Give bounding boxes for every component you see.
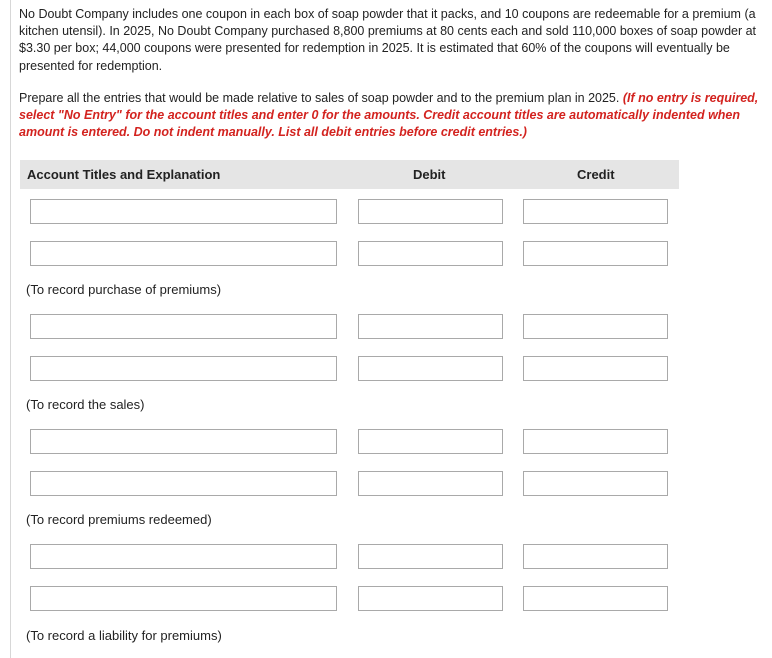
account-title-input[interactable] <box>30 241 337 266</box>
entry-explanation: (To record a liability for premiums) <box>26 628 222 643</box>
account-title-input[interactable] <box>30 471 337 496</box>
debit-amount-input[interactable] <box>358 356 503 381</box>
problem-text: No Doubt Company includes one coupon in each box of soap powder that it packs, and 10 coupons are redeemable for a premium (a kitchen utensil). In 2025, No Doubt Company purchased 8,800 premiums at 80 cents each and sold 110,000 boxes of soap powder at $3.30 per box; 44,000 coupons were presented for redemption in 2025. It is estimated that 60% of the coupons will eventually be presented for redemption. <box>19 7 757 73</box>
entry-explanation: (To record premiums redeemed) <box>26 512 212 527</box>
credit-amount-input[interactable] <box>523 314 668 339</box>
credit-amount-input[interactable] <box>523 356 668 381</box>
debit-amount-input[interactable] <box>358 314 503 339</box>
account-title-input[interactable] <box>30 356 337 381</box>
debit-amount-input[interactable] <box>358 471 503 496</box>
journal-table-header <box>20 160 679 189</box>
credit-amount-input[interactable] <box>523 429 668 454</box>
debit-amount-input[interactable] <box>358 199 503 224</box>
left-border <box>10 0 11 658</box>
entry-explanation: (To record the sales) <box>26 397 145 412</box>
header-account-titles: Account Titles and Explanation <box>27 167 221 182</box>
instructions-note: (If no entry is required, select "No Entry" for the account titles and enter 0 for the amounts. Credit account titles are automatically indented when amount is entered. Do not indent manually. List all debit entries before credit entries.) <box>19 91 759 140</box>
instructions <box>19 90 759 142</box>
account-title-input[interactable] <box>30 199 337 224</box>
account-title-input[interactable] <box>30 314 337 339</box>
debit-amount-input[interactable] <box>358 586 503 611</box>
credit-amount-input[interactable] <box>523 241 668 266</box>
account-title-input[interactable] <box>30 586 337 611</box>
credit-amount-input[interactable] <box>523 471 668 496</box>
problem-statement <box>19 6 759 75</box>
account-title-input[interactable] <box>30 544 337 569</box>
debit-amount-input[interactable] <box>358 241 503 266</box>
debit-amount-input[interactable] <box>358 429 503 454</box>
header-credit: Credit <box>577 167 615 182</box>
credit-amount-input[interactable] <box>523 544 668 569</box>
header-debit: Debit <box>413 167 446 182</box>
credit-amount-input[interactable] <box>523 199 668 224</box>
credit-amount-input[interactable] <box>523 586 668 611</box>
instructions-text: Prepare all the entries that would be made relative to sales of soap powder and to the premium plan in 2025. <box>19 91 623 105</box>
debit-amount-input[interactable] <box>358 544 503 569</box>
account-title-input[interactable] <box>30 429 337 454</box>
entry-explanation: (To record purchase of premiums) <box>26 282 222 297</box>
